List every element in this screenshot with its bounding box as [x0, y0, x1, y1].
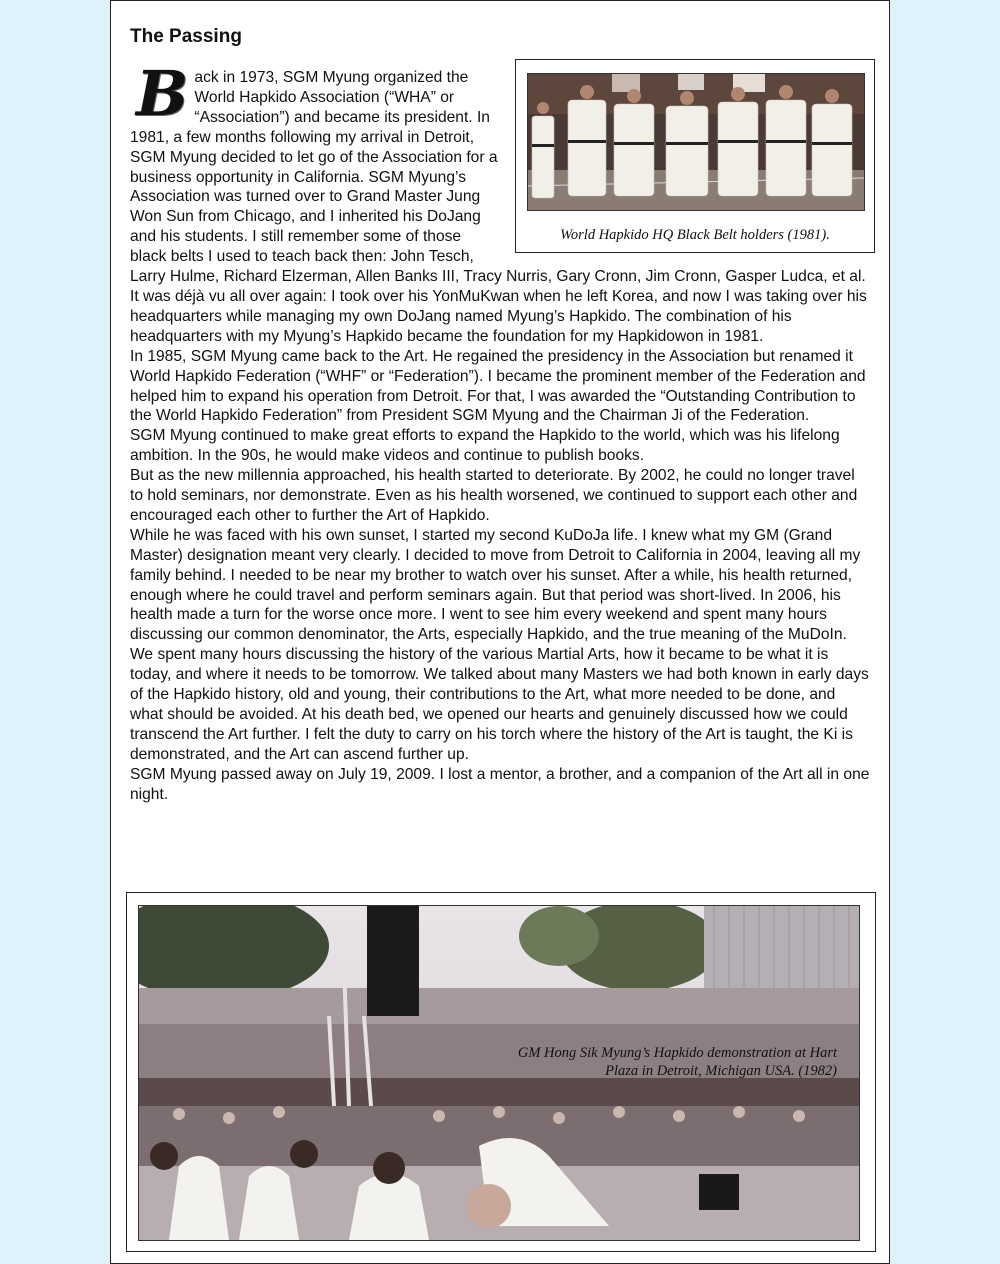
drop-cap: B	[136, 57, 189, 130]
paragraph-1-text: ack in 1973, SGM Myung organized the World Hapkido Association (“WHA” or “Association”) and became its president. In 1981, a few months following my arrival in Detroit, SGM Myung decided to let go of the Association for a business opportunity in California. SGM Myung’s Association was turned over to Grand Master Jung Won Sun from Chicago, and I inherited his DoJang and his students. I still remember some of those black belts I used to teach back then: John Tesch, Larry Hulme, Richard Elzerman, Allen Banks III, Tracy Nurris, Gary Cronn, Jim Cronn, Gasper Ludca, et al.	[130, 69, 866, 286]
bottom-photo-frame	[126, 892, 876, 1252]
paragraph-4: SGM Myung continued to make great efforts to expand the Hapkido to the world, which was his lifelong ambition. In the 90s, he would make videos and continue to publish books.	[130, 427, 840, 465]
demonstration-photo	[138, 905, 860, 1241]
page-title: The Passing	[130, 26, 242, 47]
paragraph-3: In 1985, SGM Myung came back to the Art. He regained the presidency in the Association but renamed it World Hapkido Federation (“WHF” or “Federation”). I became the prominent member of the Federation and helped him to expand his operation from Detroit. For that, I was awarded the “Outstanding Contribution to the World Hapkido Federation” from President SGM Myung and the Chairman Ji of the Federation.	[130, 347, 866, 425]
group-photo-illustration	[528, 74, 864, 210]
paragraph-2: It was déjà vu all over again: I took over his YonMuKwan when he left Korea, and now I was taking over his headquarters while managing my own DoJang named Myung’s Hapkido. The combination of his headquarters with my Myung’s Hapkido became the foundation for my Hapkidowon in 1981.	[130, 287, 867, 345]
paragraph-5: But as the new millennia approached, his health started to deteriorate. By 2002, he could no longer travel to hold seminars, nor demonstrate. Even as his health worsened, we continued to support each other and encouraged each other to further the Art of Hapkido.	[130, 467, 858, 524]
paragraph-6: While he was faced with his own sunset, I started my second KuDoJa life. I knew what my GM (Grand Master) designation meant very clearly. I decided to move from Detroit to California in 2004, leaving all my family behind. I needed to be near my brother to watch over his sunset. After a while, his health returned, enough where he could travel and perform seminars again. But that period was short-lived. In 2006, his health made a turn for the worse once more. I went to see him every weekend and spent many hours discussing our common denominator, the Arts, especially Hapkido, and the true meaning of the MuDoIn. We spent many hours discussing the history of the various Martial Arts, how it became to be what it is today, and where it needs to be tomorrow. We talked about many Masters we had both known in early days of the Hapkido history, old and young, their contributions to the Art, what more needed to be done, and what should be avoided. At his death bed, we opened our hearts and genuinely discussed how we could transcend the Art further. I felt the duty to carry on his torch where the history of the Art is taught, the Ki is demonstrated, and the Art can ascend further up.	[130, 526, 869, 763]
bottom-caption-line-2: Plaza in Detroit, Michigan USA. (1982)	[605, 1063, 837, 1079]
black-belt-group-photo	[527, 73, 865, 211]
paragraph-7: SGM Myung passed away on July 19, 2009. I lost a mentor, a brother, and a companion of the Art all in one night.	[130, 765, 870, 803]
top-photo-frame	[515, 59, 875, 253]
bottom-caption-line-1: GM Hong Sik Myung’s Hapkido demonstration at Hart	[517, 1045, 837, 1061]
bottom-photo-caption	[457, 1044, 837, 1080]
top-photo-caption: World Hapkido HQ Black Belt holders (1981).	[560, 227, 830, 243]
